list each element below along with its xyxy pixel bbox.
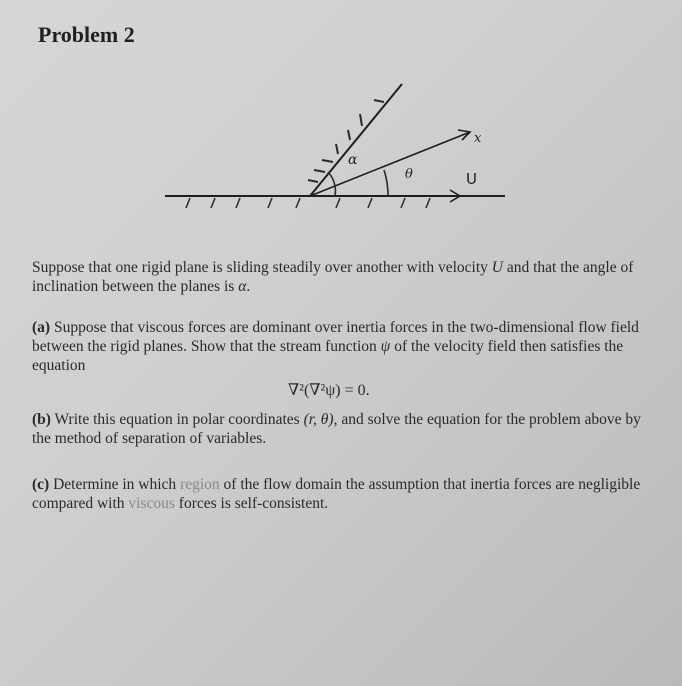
theta-arc [384, 170, 388, 196]
theta-radial-line [310, 132, 470, 196]
viscous-word: viscous [128, 495, 175, 512]
part-a-text-a: Suppose that viscous forces are dominant over inertia forces in the two-dimensional flow field between the rigid planes. Show that the stream function [32, 319, 639, 355]
problem-title: Problem 2 [38, 22, 135, 47]
part-a-label: (a) [32, 319, 51, 336]
intro-text-a: Suppose that one rigid plane is sliding steadily over another with velocity [32, 259, 492, 276]
part-b-text-b: , and solve the equation for the problem above by the method of separation of variables. [32, 411, 641, 447]
part-c-label: (c) [32, 476, 50, 493]
alpha-arc [328, 172, 335, 196]
part-c-text-a: Determine in which [49, 476, 181, 493]
velocity-label: U [466, 170, 477, 188]
part-b [32, 410, 652, 448]
psi-symbol: ψ [380, 338, 391, 355]
part-c [32, 475, 652, 513]
x-axis-label: x [474, 131, 482, 146]
velocity-symbol: U [491, 259, 503, 276]
intro-text-b: and that the angle of inclination between the planes is [32, 259, 634, 295]
biharmonic-equation: ∇²(∇²ψ) = 0. [288, 382, 370, 399]
inclined-planes-figure [160, 72, 520, 222]
upper-plane-hatching [308, 100, 384, 182]
part-b-label: (b) [32, 411, 51, 428]
part-a-text-b: of the velocity field then satisfies the equation [32, 338, 624, 374]
upper-inclined-plane-line [310, 84, 402, 196]
alpha-label: α [348, 152, 358, 168]
intro-text-c: . [246, 278, 251, 295]
theta-label: θ [405, 167, 413, 182]
problem-statement [32, 258, 652, 296]
part-a [32, 318, 652, 375]
part-b-text-a: Write this equation in polar coordinates [50, 411, 304, 428]
polar-coords: (r, θ) [303, 411, 334, 428]
part-c-text-b: of the flow domain the assumption that inertia forces are negligible compared with [32, 476, 641, 512]
lower-plane-hatching [186, 198, 430, 208]
alpha-symbol: α [238, 278, 247, 295]
region-word: region [180, 476, 220, 493]
part-c-text-c: forces is self-consistent. [174, 495, 329, 512]
